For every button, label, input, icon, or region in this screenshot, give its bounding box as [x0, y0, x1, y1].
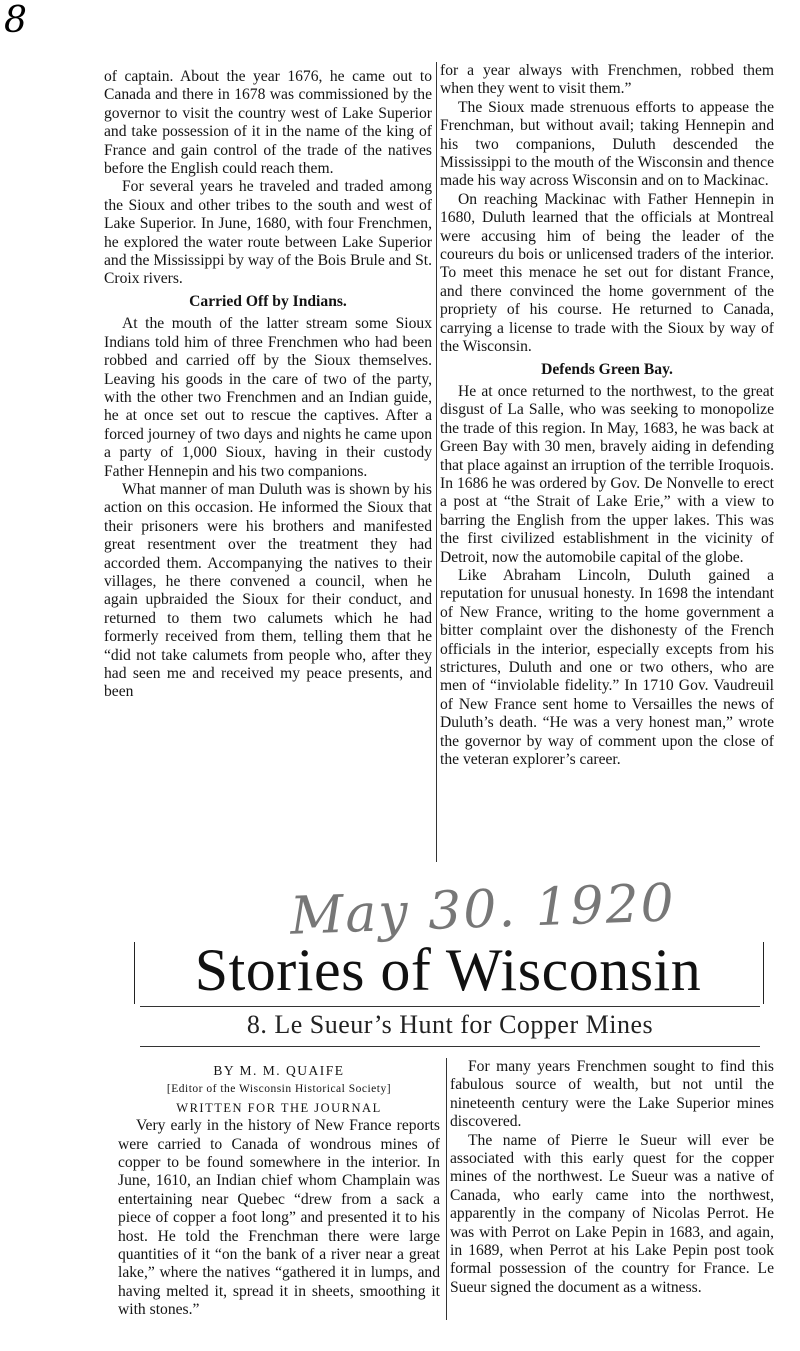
paragraph: On reaching Mackinac with Father Hennepin in 1680, Duluth learned that the officials at Montreal were accusing him of being the leader of the coureurs du bois or unlicensed traders of the interior. To meet this menace he set out for distant France, and there convinced the home government of the propriety of his course. He returned to Canada, carrying a license to trade with the Sioux by way of the Wisconsin.: [440, 190, 774, 356]
page-number: 8: [4, 0, 27, 41]
subheadline: 8. Le Sueur’s Hunt for Copper Mines: [246, 1010, 654, 1039]
paragraph: Like Abraham Lincoln, Duluth gained a reputation for unusual honesty. In 1698 the intendant of New France, writing to the home government a bitter complaint over the dishonesty of the French officials in the interior, especially excepts from his strictures, Duluth and one or two others, who are men of “inviolable fidelity.” In 1710 Gov. Vaudreuil of New France sent home to Versailles the news of Duluth’s death. “He was a very honest man,” wrote the governor by way of comment upon the close of the veteran explorer’s career.: [440, 566, 774, 769]
paragraph: The Sioux made strenuous efforts to appease the Frenchman, but without avail; taking Hennepin and his two companions, Duluth descended the Mississippi to the mouth of the Wisconsin and thence made his way across Wisconsin and on to Mackinac.: [440, 98, 774, 190]
section-heading: Defends Green Bay.: [541, 360, 673, 378]
column-divider: [436, 62, 437, 862]
column-divider: [446, 1058, 447, 1320]
paragraph: For several years he traveled and traded among the Sioux and other tribes to the south and west of Lake Superior. In June, 1680, with four Frenchmen, he explored the water route between Lake Superior and the Mississippi by way of the Bois Brule and St. Croix rivers.: [104, 178, 432, 288]
section-heading: Carried Off by Indians.: [189, 292, 347, 310]
article-column-top-left: [104, 68, 432, 702]
paragraph: of captain. About the year 1676, he came out to Canada and there in 1678 was commissioned by the governor to visit the country west of Lake Superior and take possession of it in the name of the king of France and gain control of the trade of the natives before the English could reach them.: [104, 68, 432, 178]
paragraph: Very early in the history of New France reports were carried to Canada of wondrous mines of copper to be found somewhere in the interior. In June, 1610, an Indian chief whom Champlain was entertaining near Quebec “drew from a sack a piece of copper a foot long” and presented it to his host. He told the Frenchman there were large quantities of it “on the bank of a river near a great lake,” where the natives “gathered it in lumps, and having melted it, spread it in sheets, smoothing it with stones.”: [118, 1117, 440, 1319]
written-for-note: WRITTEN FOR THE JOURNAL: [176, 1100, 382, 1115]
paragraph: For many years Frenchmen sought to find this fabulous source of wealth, but not until the nineteenth century were the Lake Superior mines discovered.: [450, 1058, 774, 1131]
paragraph: The name of Pierre le Sueur will ever be associated with this early quest for the copper mines of the northwest. Le Sueur was a native of Canada, who early came into the northwest, apparently in the company of Nicolas Perrot. He was with Perrot on Lake Pepin in 1683, and again, in 1689, when Perrot at his Lake Pepin post took formal possession of the country for France. Le Sueur signed the document as a witness.: [450, 1131, 774, 1296]
byline: BY M. M. QUAIFE: [213, 1063, 345, 1078]
handwritten-date: May 30. 1920: [289, 873, 677, 947]
divider: [140, 1046, 760, 1047]
paragraph: for a year always with Frenchmen, robbed them when they went to visit them.”: [440, 62, 774, 98]
article-column-top-right: [440, 62, 774, 769]
editor-note: [Editor of the Wisconsin Historical Society]: [166, 1083, 392, 1096]
paragraph: At the mouth of the latter stream some Sioux Indians told him of three Frenchmen who had been robbed and carried off by the Sioux themselves. Leaving his goods in the care of two of the party, with the other two Frenchmen and an Indian guide, he at once set out to rescue the captives. After a forced journey of two days and nights he came upon a party of 1,000 Sioux, having in their custody Father Hennepin and his two companions.: [104, 315, 432, 480]
paragraph: What manner of man Duluth was is shown by his action on this occasion. He informed the Sioux that their prisoners were his brothers and manifested great resentment over the treatment they had accorded them. Accompanying the natives to their villages, he there convened a council, when he again upbraided the Sioux for their conduct, and returned to them two calumets which he had formerly received from them, telling them that he “did not take calumets from people who, after they had seen me and received my peace presents, and been: [104, 480, 432, 701]
article-column-bottom-right: [450, 1058, 774, 1297]
paragraph: He at once returned to the northwest, to the great disgust of La Salle, who was seeking to monopolize the trade of this region. In May, 1683, he was back at Green Bay with 30 men, bravely aiding in defending that place against an irruption of the terrible Iroquois. In 1686 he was ordered by Gov. De Nonvelle to erect a post at “the Strait of Lake Erie,” with a view to barring the English from the upper lakes. This was the first civilized establishment in the vicinity of Detroit, now the automobile capital of the globe.: [440, 382, 774, 566]
divider: [140, 1006, 760, 1007]
article-column-bottom-left: [118, 1062, 440, 1320]
headline: Stories of Wisconsin: [194, 937, 702, 1003]
